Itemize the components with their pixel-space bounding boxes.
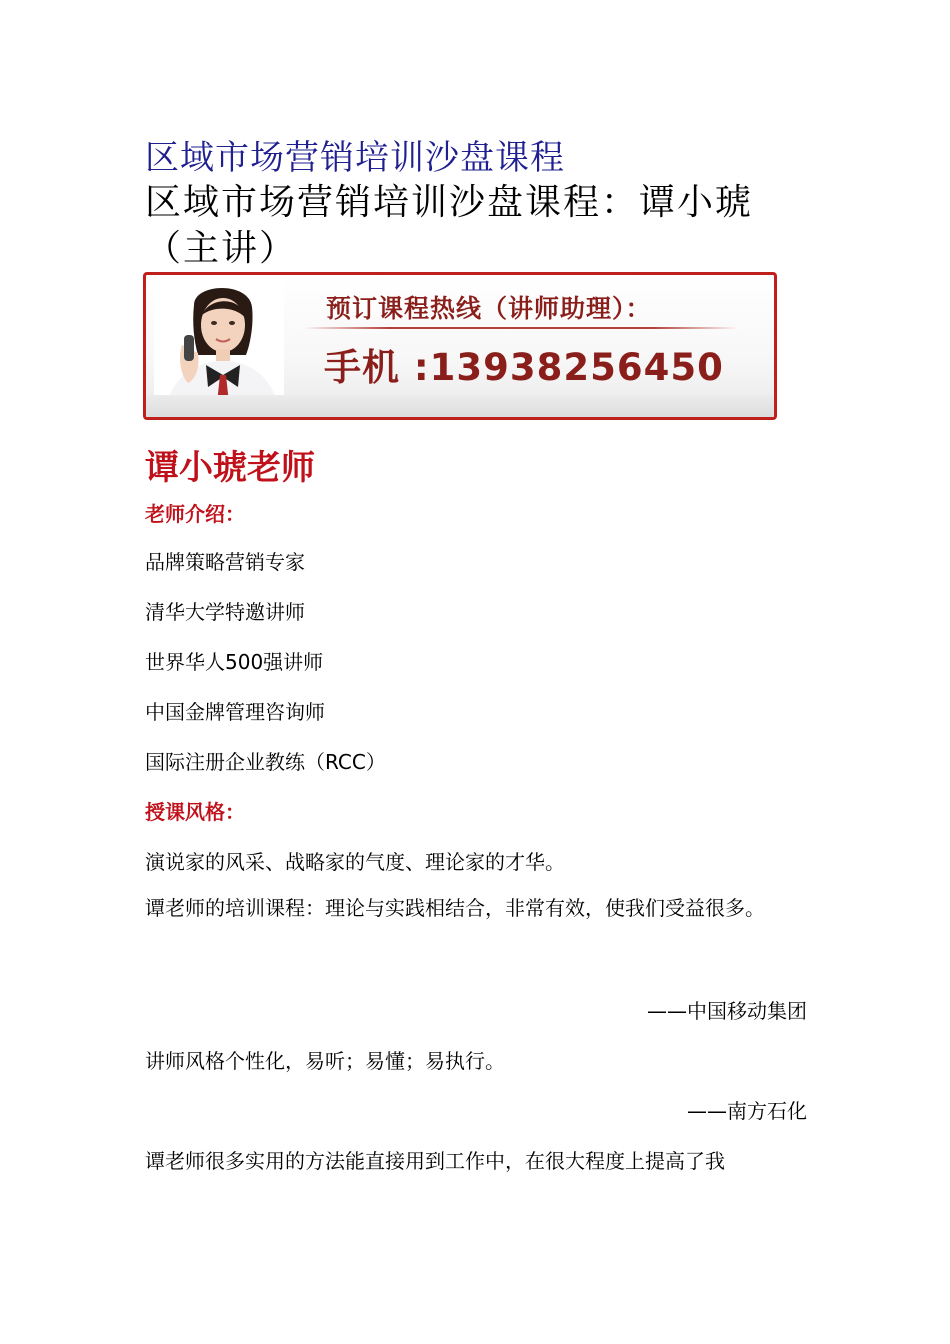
testimonial-text: 谭老师很多实用的方法能直接用到工作中，在很大程度上提高了我: [145, 1149, 725, 1173]
hotline-label: 预订课程热线（讲师助理）：: [326, 294, 652, 323]
testimonial-text: 讲师风格个性化，易听；易懂；易执行。: [145, 1049, 505, 1073]
hotline-banner: [143, 272, 777, 420]
teacher-name: 谭小琥老师: [145, 448, 315, 488]
banner-footer-band: [146, 395, 774, 417]
testimonial-source: ——南方石化: [687, 1099, 807, 1123]
phone-number: 手机 :13938256450: [324, 346, 724, 389]
intro-item: 世界华人500强讲师: [145, 650, 324, 674]
intro-item: 中国金牌管理咨询师: [145, 700, 325, 724]
intro-item: 清华大学特邀讲师: [145, 600, 305, 624]
intro-item: 品牌策略营销专家: [145, 550, 305, 574]
course-title: 区域市场营销培训沙盘课程：谭小琥（主讲）: [145, 182, 754, 269]
intro-label: 老师介绍：: [145, 502, 245, 526]
style-label: 授课风格：: [145, 800, 245, 824]
style-text: 演说家的风采、战略家的气度、理论家的才华。: [145, 850, 565, 874]
document-heading: 区域市场营销培训沙盘课程: [145, 138, 565, 178]
testimonial-text: 谭老师的培训课程：理论与实践相结合，非常有效，使我们受益很多。: [145, 896, 765, 920]
intro-item: 国际注册企业教练（RCC）: [145, 750, 386, 774]
testimonial-source: ——中国移动集团: [647, 999, 807, 1023]
banner-divider: [301, 327, 741, 329]
